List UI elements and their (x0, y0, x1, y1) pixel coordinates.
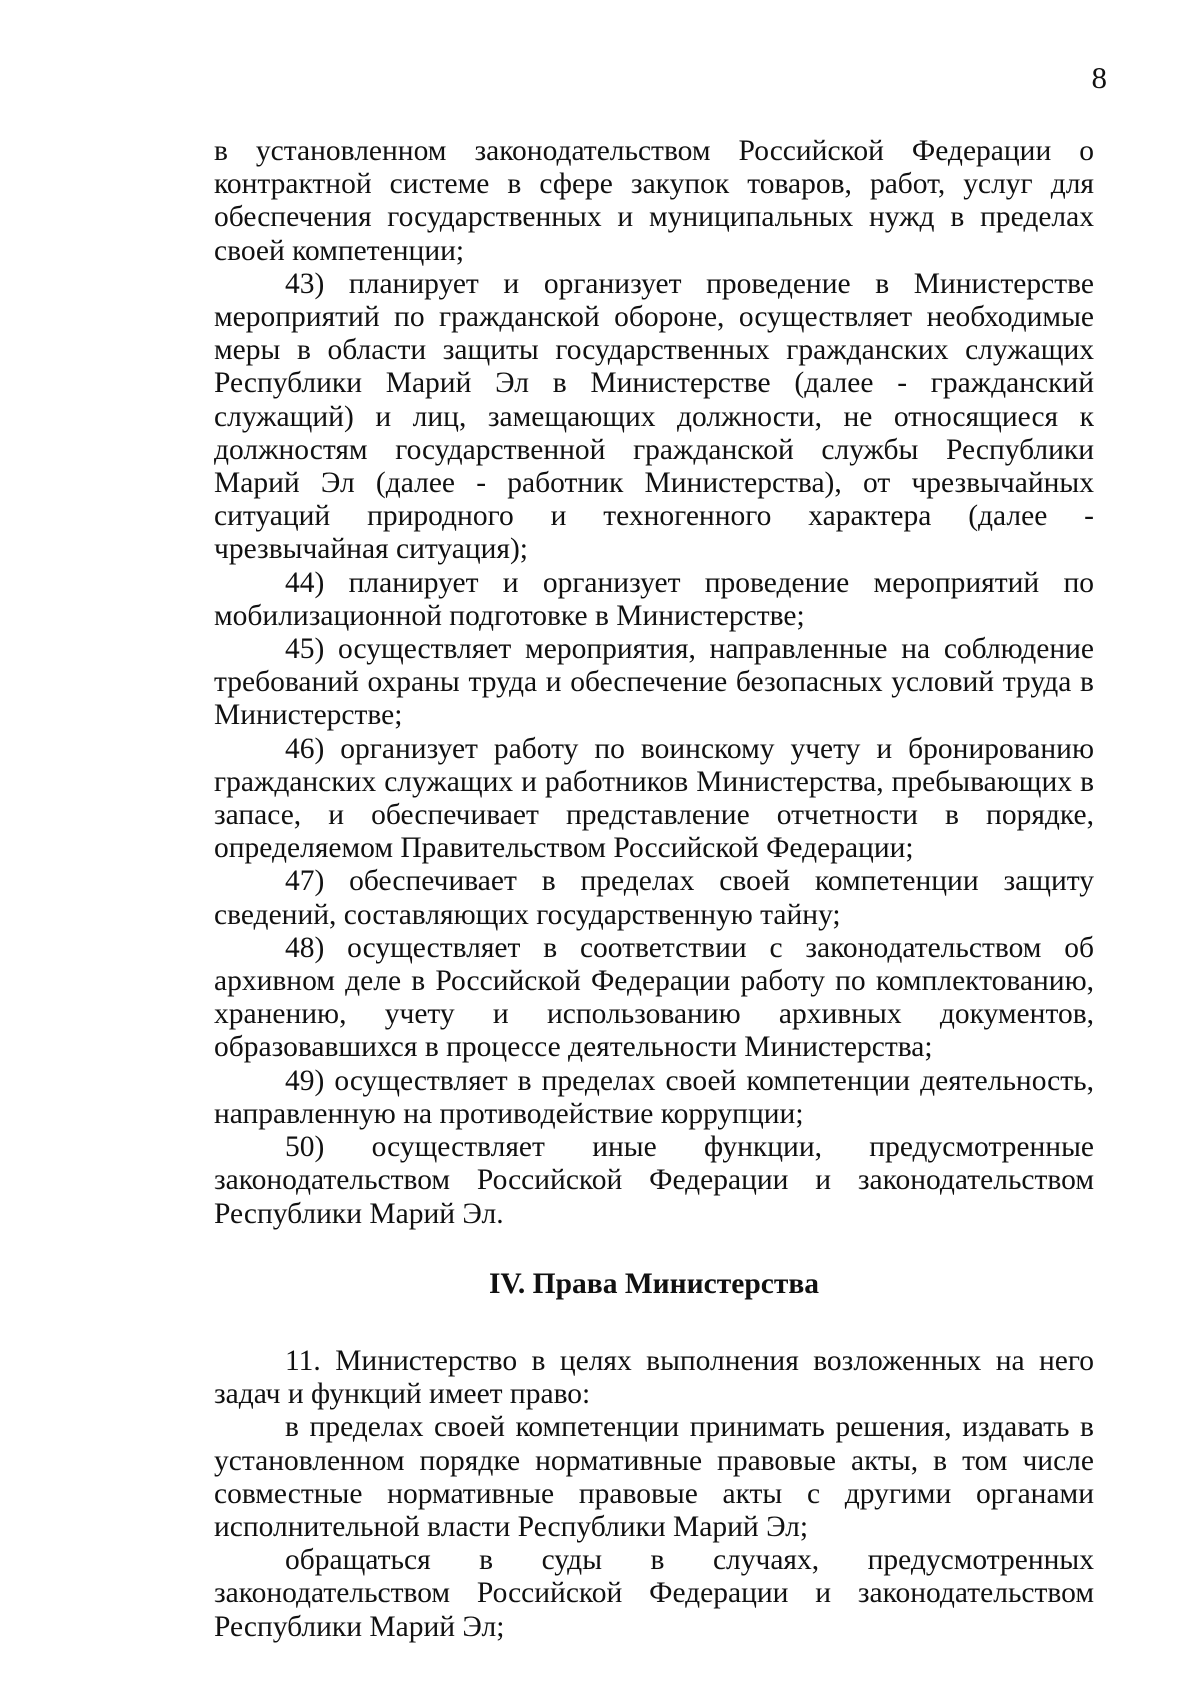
section-heading: IV. Права Министерства (488, 1267, 820, 1300)
list-item-47: 47) обеспечивает в пределах своей компетенции защиту сведений, составляющих государственную тайну; (214, 865, 1094, 931)
list-item-45: 45) осуществляет мероприятия, направленные на соблюдение требований охраны труда и обеспечение безопасных условий труда в Министерстве; (214, 633, 1094, 732)
page-number: 8 (1091, 60, 1107, 95)
right-item-decisions: в пределах своей компетенции принимать решения, издавать в установленном порядке нормативные правовые акты, в том числе совместные нормативные правовые акты с другими органами исполнительной власти Республики Марий Эл; (214, 1411, 1094, 1543)
right-item-courts: обращаться в суды в случаях, предусмотренных законодательством Российской Федерации и законодательством Республики Марий Эл; (214, 1544, 1094, 1643)
list-item-49: 49) осуществляет в пределах своей компетенции деятельность, направленную на противодействие коррупции; (214, 1064, 1094, 1130)
paragraph-continuation: в установленном законодательством Российской Федерации о контрактной системе в сфере закупок товаров, работ, услуг для обеспечения государственных и муниципальных нужд в пределах своей компетенции; (214, 135, 1094, 267)
list-item-44: 44) планирует и организует проведение мероприятий по мобилизационной подготовке в Министерстве; (214, 566, 1094, 632)
list-item-46: 46) организует работу по воинскому учету и бронированию гражданских служащих и работников Министерства, пребывающих в запасе, и обеспечивает представление отчетности в порядке, определяемом Правительством Российской Федерации; (214, 732, 1094, 865)
list-item-48: 48) осуществляет в соответствии с законодательством об архивном деле в Российской Федерации работу по комплектованию, хранению, учету и использованию архивных документов, образовавшихся в процессе деятельности Министерства; (214, 931, 1094, 1064)
list-item-43: 43) планирует и организует проведение в Министерстве мероприятий по гражданской обороне, осуществляет необходимые меры в области защиты государственных гражданских служащих Республики Марий Эл в Министерстве (далее - гражданский служащий) и лиц, замещающих должности, не относящиеся к должностям государственной гражданской службы Республики Марий Эл (далее - работник Министерства), от чрезвычайных ситуаций природного и техногенного характера (далее - чрезвычайная ситуация); (214, 267, 1094, 566)
clause-11: 11. Министерство в целях выполнения возложенных на него задач и функций имеет право: (214, 1344, 1094, 1411)
list-item-50: 50) осуществляет иные функции, предусмотренные законодательством Российской Федерации и законодательством Республики Марий Эл. (214, 1131, 1094, 1230)
document-body (214, 135, 1094, 1644)
